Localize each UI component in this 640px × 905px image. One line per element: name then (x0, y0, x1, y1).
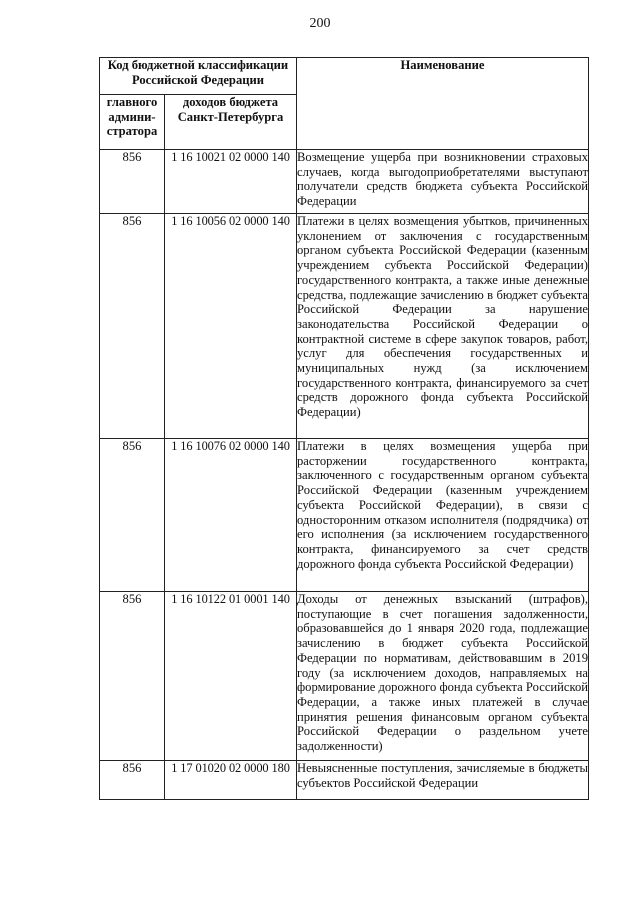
revenue-code-cell: 1 16 10076 02 0000 140 (165, 439, 297, 592)
revenue-name-cell: Платежи в целях возмещения ущерба при расторжении государственного контракта, заключенного с государственным органом субъекта Российской Федерации (казенным учреждением субъекта Российской Федерации), в связи с односторонним отказом исполнителя (подрядчика) от его исполнения (за исключением государственного контракта, финансируемого за счет средств дорожного фонда субъекта Российской Федерации) (297, 439, 589, 592)
table-row (100, 761, 589, 800)
revenue-code-cell: 1 16 10021 02 0000 140 (165, 150, 297, 214)
revenue-name-cell: Доходы от денежных взысканий (штрафов), поступающие в счет погашения задолженности, образовавшейся до 1 января 2020 года, подлежащие зачислению в бюджет субъекта Российской Федерации по нормативам, действовавшим в 2019 году (за исключением доходов, направляемых на формирование дорожного фонда субъекта Российской Федерации, а также иных платежей в случае принятия решения финансовым органом субъекта Российской Федерации о раздельном учете задолженности) (297, 592, 589, 761)
revenue-name-cell: Невыясненные поступления, зачисляемые в бюджеты субъектов Российской Федерации (297, 761, 589, 800)
revenue-name-cell: Платежи в целях возмещения убытков, причиненных уклонением от заключения с государственным органом субъекта Российской Федерации (казенным учреждением субъекта Российской Федерации) государственного контракта, а также иные денежные средства, подлежащие зачислению в бюджет субъекта Российской Федерации за нарушение законодательства Российской Федерации о контрактной системе в сфере закупок товаров, работ, услуг для обеспечения государственных и муниципальных нужд (за исключением государственного контракта, финансируемого за счет средств дорожного фонда субъекта Российской Федерации) (297, 214, 589, 439)
table-row (100, 214, 589, 439)
admin-code-cell: 856 (100, 150, 165, 214)
revenue-code-cell: 1 17 01020 02 0000 180 (165, 761, 297, 800)
revenue-code-cell: 1 16 10056 02 0000 140 (165, 214, 297, 439)
header-budget-revenues: доходов бюджета Санкт-Петербурга (165, 95, 297, 150)
header-name: Наименование (297, 58, 589, 150)
table-row (100, 439, 589, 592)
admin-code-cell: 856 (100, 761, 165, 800)
table-header-row (100, 58, 589, 95)
revenue-name-cell: Возмещение ущерба при возникновении страховых случаев, когда выгодоприобретателями выступают получатели средств бюджета субъекта Российской Федерации (297, 150, 589, 214)
page-number: 200 (309, 16, 331, 31)
admin-code-cell: 856 (100, 592, 165, 761)
admin-code-cell: 856 (100, 214, 165, 439)
revenue-code-cell: 1 16 10122 01 0001 140 (165, 592, 297, 761)
header-chief-administrator: главного админи-стратора (100, 95, 165, 150)
budget-classification-table (99, 57, 589, 800)
header-classification-code: Код бюджетной классификации Российской Федерации (100, 58, 297, 95)
table-row (100, 150, 589, 214)
admin-code-cell: 856 (100, 439, 165, 592)
table-row (100, 592, 589, 761)
